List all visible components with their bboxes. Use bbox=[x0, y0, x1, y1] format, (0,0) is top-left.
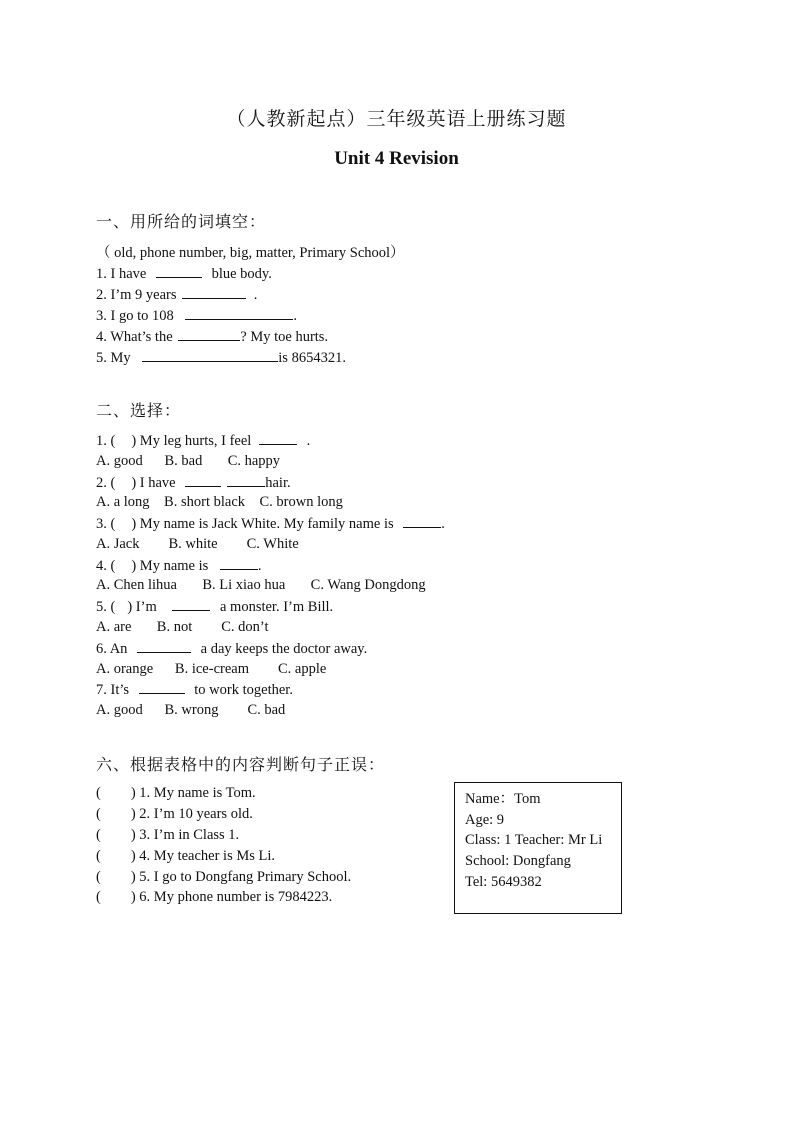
choice-q2-options: A. a long B. short black C. brown long bbox=[96, 494, 343, 510]
info-name: Name：Tom bbox=[465, 791, 541, 807]
choice-q7: 7. It’s to work together. bbox=[96, 679, 293, 699]
section1-heading: 一、用所给的词填空： bbox=[96, 212, 267, 231]
info-class-teacher: Class: 1 Teacher: Mr Li bbox=[465, 832, 603, 849]
info-age: Age: 9 bbox=[465, 811, 505, 828]
answer-blank[interactable] bbox=[137, 638, 191, 653]
word-bank: （ old, phone number, big, matter, Primary School） bbox=[96, 245, 405, 261]
choice-q6-options: A. orange B. ice-cream C. apple bbox=[96, 661, 327, 677]
fill-item-3: 3. I go to 108 . bbox=[96, 305, 297, 325]
answer-blank[interactable] bbox=[403, 513, 441, 528]
info-tel: Tel: 5649382 bbox=[465, 873, 542, 890]
choice-q5: 5. ( ) I’m a monster. I’m Bill. bbox=[96, 596, 333, 616]
choice-q4-options: A. Chen lihua B. Li xiao hua C. Wang Dongdong bbox=[96, 577, 426, 593]
choice-q1-options: A. good B. bad C. happy bbox=[96, 453, 281, 469]
section2-heading: 二、选择： bbox=[96, 401, 182, 420]
unit-subtitle: Unit 4 Revision bbox=[334, 148, 459, 169]
answer-blank[interactable] bbox=[220, 555, 258, 570]
choice-q7-options: A. good B. wrong C. bad bbox=[96, 702, 286, 718]
info-card bbox=[454, 782, 622, 914]
section6-heading: 六、根据表格中的内容判断句子正误： bbox=[96, 755, 386, 774]
answer-blank[interactable] bbox=[142, 347, 278, 362]
judge-item-5: ( ) 5. I go to Dongfang Primary School. bbox=[96, 869, 352, 885]
judge-item-6: ( ) 6. My phone number is 7984223. bbox=[96, 889, 333, 905]
judge-item-3: ( ) 3. I’m in Class 1. bbox=[96, 827, 240, 843]
judge-item-2: ( ) 2. I’m 10 years old. bbox=[96, 806, 253, 822]
choice-q3-options: A. Jack B. white C. White bbox=[96, 536, 299, 552]
answer-blank[interactable] bbox=[182, 284, 246, 299]
fill-item-5: 5. My is 8654321. bbox=[96, 347, 346, 367]
fill-item-2: 2. I’m 9 years . bbox=[96, 284, 257, 304]
choice-q2: 2. ( ) I have hair. bbox=[96, 472, 291, 492]
answer-blank[interactable] bbox=[185, 305, 293, 320]
answer-blank[interactable] bbox=[178, 326, 240, 341]
judge-item-1: ( ) 1. My name is Tom. bbox=[96, 785, 256, 801]
answer-blank[interactable] bbox=[139, 679, 185, 694]
choice-q1: 1. ( ) My leg hurts, I feel . bbox=[96, 430, 310, 450]
choice-q5-options: A. are B. not C. don’t bbox=[96, 619, 269, 635]
answer-blank[interactable] bbox=[259, 430, 297, 445]
choice-q6: 6. An a day keeps the doctor away. bbox=[96, 638, 367, 658]
judge-item-4: ( ) 4. My teacher is Ms Li. bbox=[96, 848, 276, 864]
answer-blank[interactable] bbox=[185, 472, 221, 487]
info-school: School: Dongfang bbox=[465, 853, 571, 870]
answer-blank[interactable] bbox=[227, 472, 265, 487]
page-title: （人教新起点）三年级英语上册练习题 bbox=[226, 108, 567, 130]
fill-item-1: 1. I have blue body. bbox=[96, 263, 272, 283]
fill-item-4: 4. What’s the ? My toe hurts. bbox=[96, 326, 328, 346]
answer-blank[interactable] bbox=[156, 263, 202, 278]
answer-blank[interactable] bbox=[172, 596, 210, 611]
choice-q3: 3. ( ) My name is Jack White. My family name is . bbox=[96, 513, 445, 533]
choice-q4: 4. ( ) My name is . bbox=[96, 555, 262, 575]
